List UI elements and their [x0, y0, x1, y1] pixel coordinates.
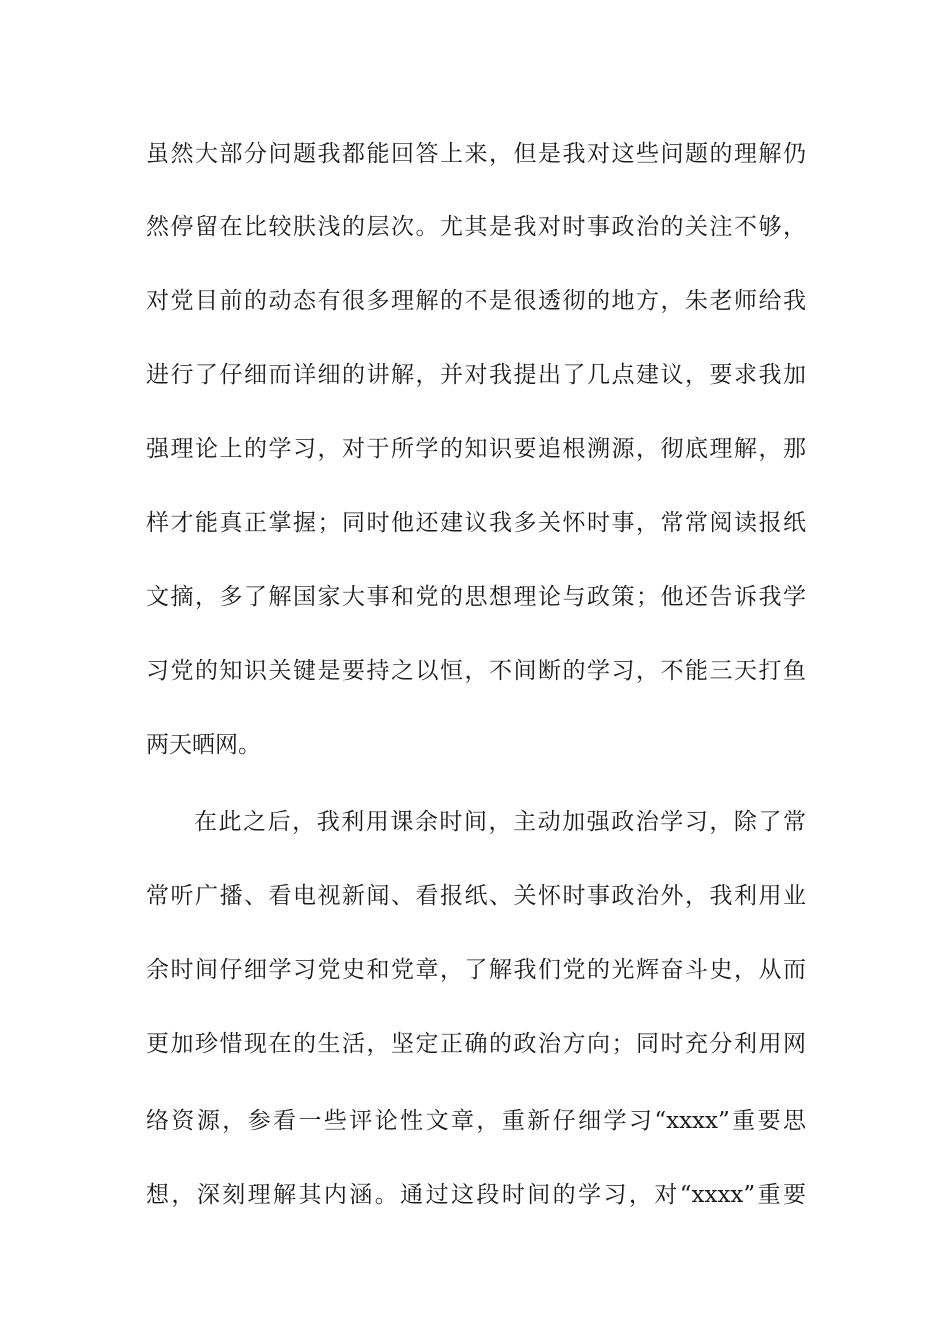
paragraph-line: 样才能真正掌握；同时他还建议我多关怀时事，常常阅读报纸: [146, 510, 806, 536]
paragraph-line: 想，深刻理解其内涵。通过这段时间的学习，对“xxxx”重要: [146, 1182, 806, 1208]
paragraph-line: 络资源，参看一些评论性文章，重新仔细学习“xxxx”重要思: [146, 1108, 806, 1134]
paragraph-line: 余时间仔细学习党史和党章，了解我们党的光辉奋斗史，从而: [146, 957, 806, 983]
paragraph-line: 两天晒网。: [146, 732, 261, 758]
paragraph-line: 在此之后，我利用课余时间，主动加强政治学习，除了常: [194, 809, 806, 835]
paragraph-line: 习党的知识关键是要持之以恒，不间断的学习，不能三天打鱼: [146, 658, 806, 684]
paragraph-line: 进行了仔细而详细的讲解，并对我提出了几点建议，要求我加: [146, 362, 806, 388]
paragraph-line: 对党目前的动态有很多理解的不是很透彻的地方，朱老师给我: [146, 288, 806, 314]
paragraph-line: 文摘，多了解国家大事和党的思想理论与政策；他还告诉我学: [146, 584, 806, 610]
paragraph-line: 然停留在比较肤浅的层次。尤其是我对时事政治的关注不够，: [146, 214, 806, 240]
paragraph-line: 虽然大部分问题我都能回答上来，但是我对这些问题的理解仍: [146, 141, 806, 167]
paragraph-line: 更加珍惜现在的生活，坚定正确的政治方向；同时充分利用网: [146, 1031, 806, 1057]
paragraph-line: 强理论上的学习，对于所学的知识要追根溯源，彻底理解，那: [146, 436, 806, 462]
paragraph-line: 常听广播、看电视新闻、看报纸、关怀时事政治外，我利用业: [146, 883, 806, 909]
